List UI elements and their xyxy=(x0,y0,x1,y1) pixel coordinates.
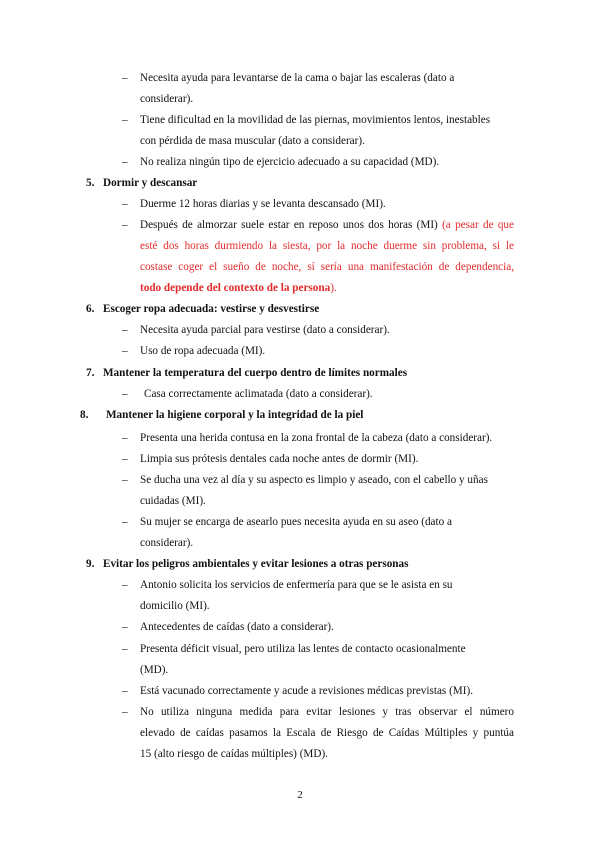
note-end: ). xyxy=(330,282,337,294)
highlighted-note-line xyxy=(140,281,337,295)
page-number: 2 xyxy=(297,789,303,801)
list-item-line: Uso de ropa adecuada (MI). xyxy=(140,345,266,357)
list-item-line: Tiene dificultad en la movilidad de las piernas, movimientos lentos, inestables xyxy=(140,114,491,126)
list-item-line: Antonio solicita los servicios de enfermería para que se le asista en su xyxy=(140,579,453,591)
bullet-dash: – xyxy=(122,324,128,336)
list-item-line: Duerme 12 horas diarias y se levanta descansado (MI). xyxy=(140,198,386,210)
list-item-line: domicilio (MI). xyxy=(140,600,210,612)
bullet-dash: – xyxy=(122,621,128,633)
bullet-dash: – xyxy=(122,388,128,400)
bullet-dash: – xyxy=(122,685,128,697)
list-item-line: elevado de caídas pasamos la Escala de Riesgo de Caídas Múltiples y puntúa xyxy=(140,727,514,739)
section-heading: Mantener la temperatura del cuerpo dentro de límites normales xyxy=(103,367,408,379)
bullet-dash: – xyxy=(122,706,128,718)
list-item-line: Está vacunado correctamente y acude a revisiones médicas previstas (MI). xyxy=(140,685,473,697)
section-number: 5. xyxy=(86,177,95,189)
section-heading: Escoger ropa adecuada: vestirse y desvestirse xyxy=(103,303,320,315)
highlighted-note-line: costase coger el sueño de noche, sí sería una manifestación de dependencia, xyxy=(140,261,514,273)
bullet-dash: – xyxy=(122,345,128,357)
list-item-line: con pérdida de masa muscular (dato a considerar). xyxy=(140,135,365,147)
list-item-line: (MD). xyxy=(140,664,169,676)
bullet-dash: – xyxy=(122,579,128,591)
list-item-line: Limpia sus prótesis dentales cada noche antes de dormir (MI). xyxy=(140,453,419,465)
bullet-dash: – xyxy=(122,643,128,655)
highlighted-note: (a pesar de que xyxy=(442,219,514,231)
list-item-line: Necesita ayuda parcial para vestirse (dato a considerar). xyxy=(140,324,390,336)
list-item-line: 15 (alto riesgo de caídas múltiples) (MD). xyxy=(140,748,328,760)
list-item-line: considerar). xyxy=(140,537,194,549)
bold-note: todo depende del contexto de la persona xyxy=(140,282,331,294)
list-item-line: cuidadas (MI). xyxy=(140,495,206,507)
list-item-line xyxy=(140,218,514,232)
list-item-line: Casa correctamente aclimatada (dato a considerar). xyxy=(144,388,373,400)
bullet-dash: – xyxy=(122,432,128,444)
bullet-dash: – xyxy=(122,516,128,528)
bullet-dash: – xyxy=(122,198,128,210)
text-run: Después de almorzar suele estar en reposo unos dos horas (MI) xyxy=(140,219,438,231)
list-item-line: Presenta una herida contusa en la zona frontal de la cabeza (dato a considerar). xyxy=(140,432,493,444)
list-item-line: No realiza ningún tipo de ejercicio adecuado a su capacidad (MD). xyxy=(140,156,440,168)
list-item-line: considerar). xyxy=(140,93,194,105)
bullet-dash: – xyxy=(122,453,128,465)
list-item-line: Se ducha una vez al día y su aspecto es limpio y aseado, con el cabello y uñas xyxy=(140,474,488,486)
highlighted-note-line: esté dos horas durmiendo la siesta, por la noche duerme sin problema, si le xyxy=(140,240,514,252)
bullet-dash: – xyxy=(122,474,128,486)
list-item-line: Antecedentes de caídas (dato a considerar). xyxy=(140,621,334,633)
bullet-dash: – xyxy=(122,156,128,168)
list-item-line: Necesita ayuda para levantarse de la cama o bajar las escaleras (dato a xyxy=(140,72,455,84)
section-heading: Mantener la higiene corporal y la integridad de la piel xyxy=(106,409,364,421)
section-number: 8. xyxy=(80,409,89,421)
bullet-dash: – xyxy=(122,114,128,126)
bullet-dash: – xyxy=(122,72,128,84)
list-item-line: Presenta déficit visual, pero utiliza las lentes de contacto ocasionalmente xyxy=(140,643,466,655)
section-number: 6. xyxy=(86,303,95,315)
bullet-dash: – xyxy=(122,219,128,231)
section-number: 9. xyxy=(86,558,95,570)
list-item-line: No utiliza ninguna medida para evitar lesiones y tras observar el número xyxy=(140,706,514,718)
section-heading: Evitar los peligros ambientales y evitar lesiones a otras personas xyxy=(103,558,409,570)
section-heading: Dormir y descansar xyxy=(103,177,198,189)
section-number: 7. xyxy=(86,367,95,379)
list-item-line: Su mujer se encarga de asearlo pues necesita ayuda en su aseo (dato a xyxy=(140,516,452,528)
